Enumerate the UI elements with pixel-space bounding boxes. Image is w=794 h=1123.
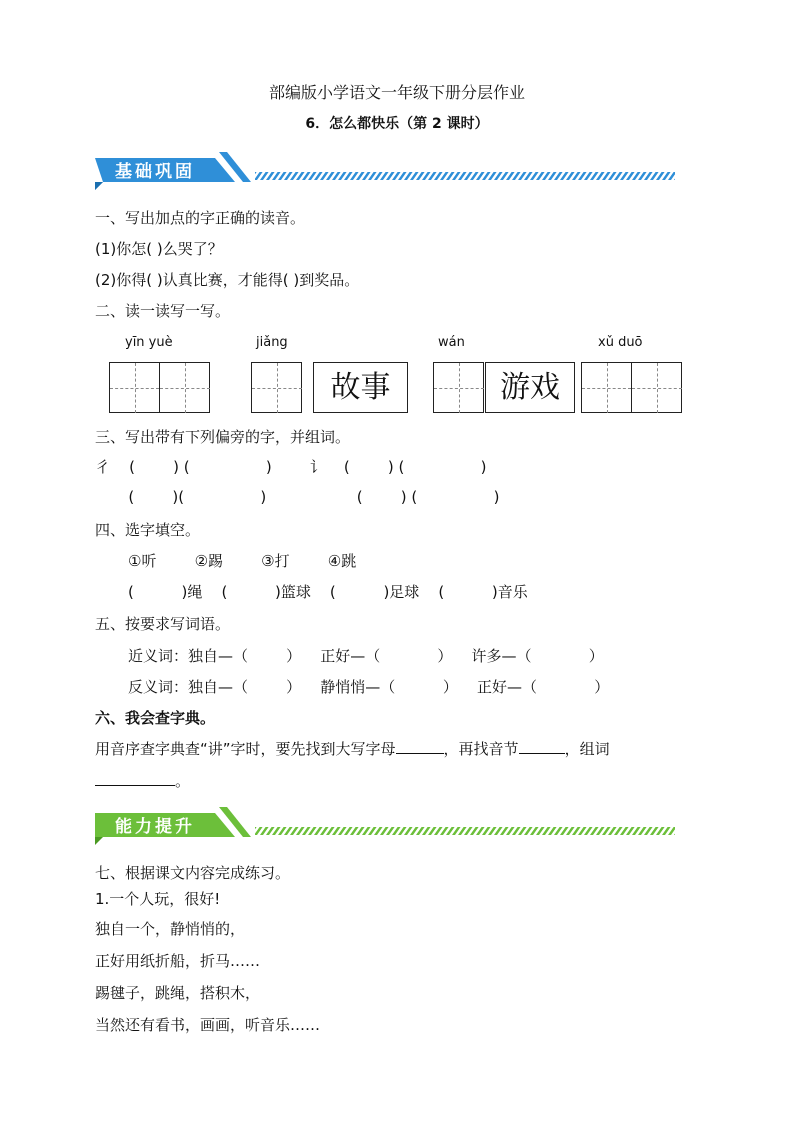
tianzige-cell[interactable] <box>632 363 682 413</box>
q5-synonyms: 近义词：独自—（ ） 正好—（ ） 许多—（ ） <box>128 647 604 665</box>
q7-heading: 七、根据课文内容完成练习。 <box>95 864 291 882</box>
q6-text <box>95 738 610 759</box>
q2-heading: 二、读一读写一写。 <box>95 302 231 320</box>
q6-text-part4: 。 <box>175 772 191 790</box>
section-title-advanced: 能力提升 <box>115 817 195 837</box>
poem-line: 独自一个，静悄悄的， <box>95 920 246 938</box>
tianzige-box-1[interactable] <box>109 362 210 413</box>
tianzige-cell[interactable] <box>252 363 302 413</box>
q6-blank-letter[interactable] <box>396 741 444 754</box>
worksheet-title: 部编版小学语文一年级下册分层作业 <box>268 83 525 102</box>
q3-row1: 彳 ( ) ( ) 讠 ( ) ( ) <box>95 458 487 476</box>
q1-heading: 一、写出加点的字正确的读音。 <box>95 209 306 227</box>
tianzige-cell[interactable] <box>160 363 210 413</box>
poem-line: 踢毽子，跳绳，搭积木， <box>95 984 261 1002</box>
section-banner-advanced <box>95 805 675 847</box>
q6-text-part2: ，再找音节 <box>443 740 519 758</box>
q4-heading: 四、选字填空。 <box>95 521 201 539</box>
pinyin-jiang: jiǎng <box>256 335 288 350</box>
q6-blank-word[interactable] <box>95 773 175 786</box>
word-box-gushi: 故事 <box>313 362 408 413</box>
q6-text-part1: 用音序查字典查“讲”字时，要先找到大写字母 <box>95 740 396 758</box>
poem-line: 正好用纸折船，折马…… <box>95 952 261 970</box>
q6-text-line2 <box>95 770 190 791</box>
pinyin-yinyue: yīn yuè <box>125 335 173 350</box>
q3-heading: 三、写出带有下列偏旁的字，并组词。 <box>95 428 351 446</box>
poem-line: 1.一个人玩，很好! <box>95 890 221 908</box>
tianzige-cell[interactable] <box>110 363 160 413</box>
tianzige-cell[interactable] <box>434 363 484 413</box>
section-banner-basic <box>95 150 675 192</box>
lesson-subtitle: 6．怎么都快乐（第 2 课时） <box>305 116 489 132</box>
q3-row2: ( )( ) ( ) ( ) <box>95 488 500 506</box>
q6-blank-syllable[interactable] <box>519 741 565 754</box>
pinyin-wan: wán <box>438 335 465 350</box>
tianzige-box-2[interactable] <box>251 362 302 413</box>
q1-line2: (2)你得( )认真比赛，才能得( )到奖品。 <box>95 271 360 289</box>
tianzige-cell[interactable] <box>582 363 632 413</box>
q6-text-part3: ，组词 <box>564 740 610 758</box>
q6-heading: 六、我会查字典。 <box>95 709 216 727</box>
q5-antonyms: 反义词：独自—（ ） 静悄悄—（ ） 正好—（ ） <box>128 678 610 696</box>
section-title-basic: 基础巩固 <box>115 162 195 182</box>
tianzige-box-3[interactable] <box>433 362 484 413</box>
word-box-youxi: 游戏 <box>485 362 575 413</box>
q4-blanks: ( )绳 ( )篮球 ( )足球 ( )音乐 <box>128 583 528 601</box>
q1-line1: (1)你怎( )么哭了？ <box>95 240 223 258</box>
pinyin-xuduo: xǔ duō <box>598 335 643 350</box>
poem-line: 当然还有看书，画画，听音乐…… <box>95 1016 321 1034</box>
q4-options: ①听 ②踢 ③打 ④跳 <box>128 552 357 570</box>
q5-heading: 五、按要求写词语。 <box>95 615 231 633</box>
tianzige-box-4[interactable] <box>581 362 682 413</box>
